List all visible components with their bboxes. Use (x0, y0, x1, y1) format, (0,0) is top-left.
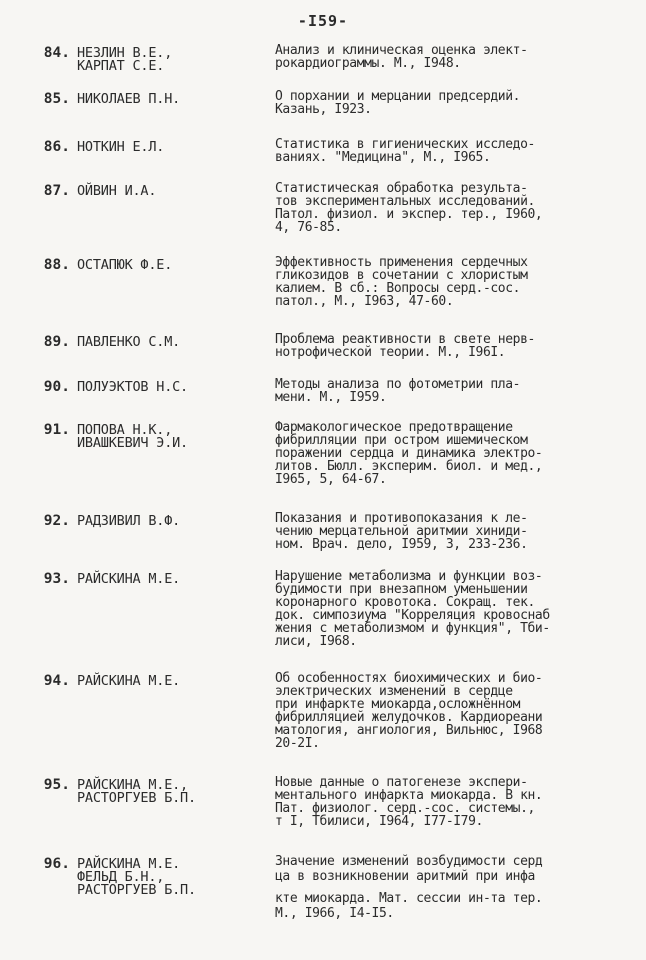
citation-line: док. симпозиума "Корреляция кровоснаб (275, 608, 550, 623)
citation-line: Проблема реактивности в свете нерв- (275, 332, 535, 347)
citation-line: Нарушение метаболизма и функции воз- (275, 569, 543, 584)
entry-authors (77, 47, 267, 73)
entry-citation (275, 256, 620, 308)
entry-authors (77, 93, 267, 106)
author-name: НОТКИН Е.Л. (77, 139, 165, 155)
author-name: НЕЗЛИН В.Е., (77, 45, 173, 61)
author-name: ПАВЛЕНКО С.М. (77, 334, 181, 350)
citation-line: коронарного кровотока. Сокращ. тек. (275, 595, 535, 610)
author-name: ИВАШКЕВИЧ Э.И. (77, 435, 188, 451)
entry-number: 95. (43, 777, 70, 793)
entry-authors (77, 573, 267, 586)
author-name: ПОЛУЭКТОВ Н.С. (77, 379, 188, 395)
citation-line: кте миокарда. Мат. сессии ин-та тер. (275, 891, 543, 906)
citation-line: 20-2I. (275, 736, 320, 751)
entry-number: 87. (43, 183, 70, 199)
entry-citation (275, 90, 620, 116)
citation-line: 4, 76-85. (275, 220, 342, 235)
citation-line: нотрофической теории. М., I96I. (275, 345, 506, 360)
entry-citation (275, 512, 620, 551)
citation-line: калием. В сб.: Вопросы серд.-сос. (275, 281, 521, 296)
entry-authors (77, 515, 267, 528)
citation-line: литов. Бюлл. эксперим. биол. и мед., (275, 459, 543, 474)
author-name: НИКОЛАЕВ П.Н. (77, 91, 181, 107)
entry-citation (275, 378, 620, 404)
citation-line: Значение изменений возбудимости серд (275, 854, 543, 869)
author-name: РАЙСКИНА М.Е. (77, 571, 181, 587)
author-name: РАЙСКИНА М.Е., (77, 777, 188, 793)
entry-number: 93. (43, 571, 70, 587)
author-name: РАСТОРГУЕВ Б.П. (77, 790, 196, 806)
entry-citation (275, 138, 620, 164)
entry-citation (275, 44, 620, 70)
entry-authors (77, 259, 267, 272)
citation-line: Об особенностях биохимических и био- (275, 671, 543, 686)
entry-authors (77, 336, 267, 349)
entry-citation (275, 421, 620, 486)
citation-line: Показания и противопоказания к ле- (275, 511, 528, 526)
author-name: РАДЗИВИЛ В.Ф. (77, 513, 181, 529)
citation-line: Пат. физиолог. серд.-сос. системы., (275, 801, 535, 816)
entry-number: 96. (43, 856, 70, 872)
entry-citation (275, 672, 620, 750)
entry-number: 86. (43, 139, 70, 155)
citation-line: матология, ангиология, Вильнюс, I968 (275, 723, 543, 738)
author-name: ПОПОВА Н.К., (77, 422, 173, 438)
citation-line: гликозидов в сочетании с хлористым (275, 268, 528, 283)
entry-number: 84. (43, 45, 70, 61)
entry-number: 90. (43, 379, 70, 395)
citation-line: Фармакологическое предотвращение (275, 420, 513, 435)
author-name: ФЕЛЬД Б.Н., (77, 869, 165, 885)
entry-number: 94. (43, 673, 70, 689)
citation-line: ца в возникновении аритмий при инфа (275, 869, 535, 884)
entry-citation (275, 570, 620, 648)
author-name: КАРПАТ С.Е. (77, 58, 165, 74)
citation-line: М., I966, I4-I5. (275, 906, 394, 921)
entry-authors (77, 141, 267, 154)
entry-authors (77, 675, 267, 688)
entry-number: 91. (43, 422, 70, 438)
citation-line: т I, Тбилиси, I964, I77-I79. (275, 814, 483, 829)
citation-line: фибрилляции при остром ишемическом (275, 433, 528, 448)
citation-line: Статистическая обработка результа- (275, 181, 528, 196)
author-name: РАСТОРГУЕВ Б.П. (77, 882, 196, 898)
citation-line: жения с метаболизмом и функция", Тби- (275, 621, 550, 636)
citation-line: при инфаркте миокарда,осложнённом (275, 697, 521, 712)
entry-citation (275, 776, 620, 828)
citation-line: Казань, I923. (275, 102, 372, 117)
citation-line: I965, 5, 64-67. (275, 472, 387, 487)
citation-line: ном. Врач. дело, I959, 3, 233-236. (275, 537, 528, 552)
citation-line: Новые данные о патогенезе экспери- (275, 775, 528, 790)
citation-line: Анализ и клиническая оценка элект- (275, 43, 528, 58)
entry-authors (77, 858, 267, 897)
citation-line: О порхании и мерцании предсердий. (275, 89, 521, 104)
author-name: ОЙВИН И.А. (77, 183, 157, 199)
citation-line: мени. М., I959. (275, 390, 387, 405)
citation-line: Эффективность применения сердечных (275, 255, 528, 270)
entry-authors (77, 424, 267, 450)
citation-line: тов экспериментальных исследований. (275, 194, 535, 209)
citation-line: рокардиограммы. М., I948. (275, 56, 461, 71)
citation-line: патол., М., I963, 47-60. (275, 294, 454, 309)
citation-line: фибрилляцией желудочков. Кардиореани (275, 710, 543, 725)
citation-line: Методы анализа по фотометрии пла- (275, 377, 521, 392)
citation-line: поражении сердца и динамика электро- (275, 446, 543, 461)
entry-number: 92. (43, 513, 70, 529)
entry-authors (77, 381, 267, 394)
citation-line: Статистика в гигиенических исследо- (275, 137, 535, 152)
page-number: -I59- (297, 12, 349, 30)
citation-line: ваниях. "Медицина", М., I965. (275, 150, 491, 165)
author-name: РАЙСКИНА М.Е. (77, 673, 181, 689)
entry-citation (275, 333, 620, 359)
citation-line: Патол. физиол. и экспер. тер., I960, (275, 207, 543, 222)
entry-citation (275, 182, 620, 234)
citation-line: ментального инфаркта миокарда. В кн. (275, 788, 543, 803)
citation-line: электрических изменений в сердце (275, 684, 513, 699)
citation-line: лиси, I968. (275, 634, 357, 649)
citation-line: чению мерцательной аритмии хиниди- (275, 524, 528, 539)
entry-number: 85. (43, 91, 70, 107)
entry-authors (77, 779, 267, 805)
entry-number: 89. (43, 334, 70, 350)
citation-line: будимости при внезапном уменьшении (275, 582, 528, 597)
entry-number: 88. (43, 257, 70, 273)
author-name: РАЙСКИНА М.Е. (77, 856, 181, 872)
author-name: ОСТАПЮК Ф.Е. (77, 257, 173, 273)
entry-authors (77, 185, 267, 198)
